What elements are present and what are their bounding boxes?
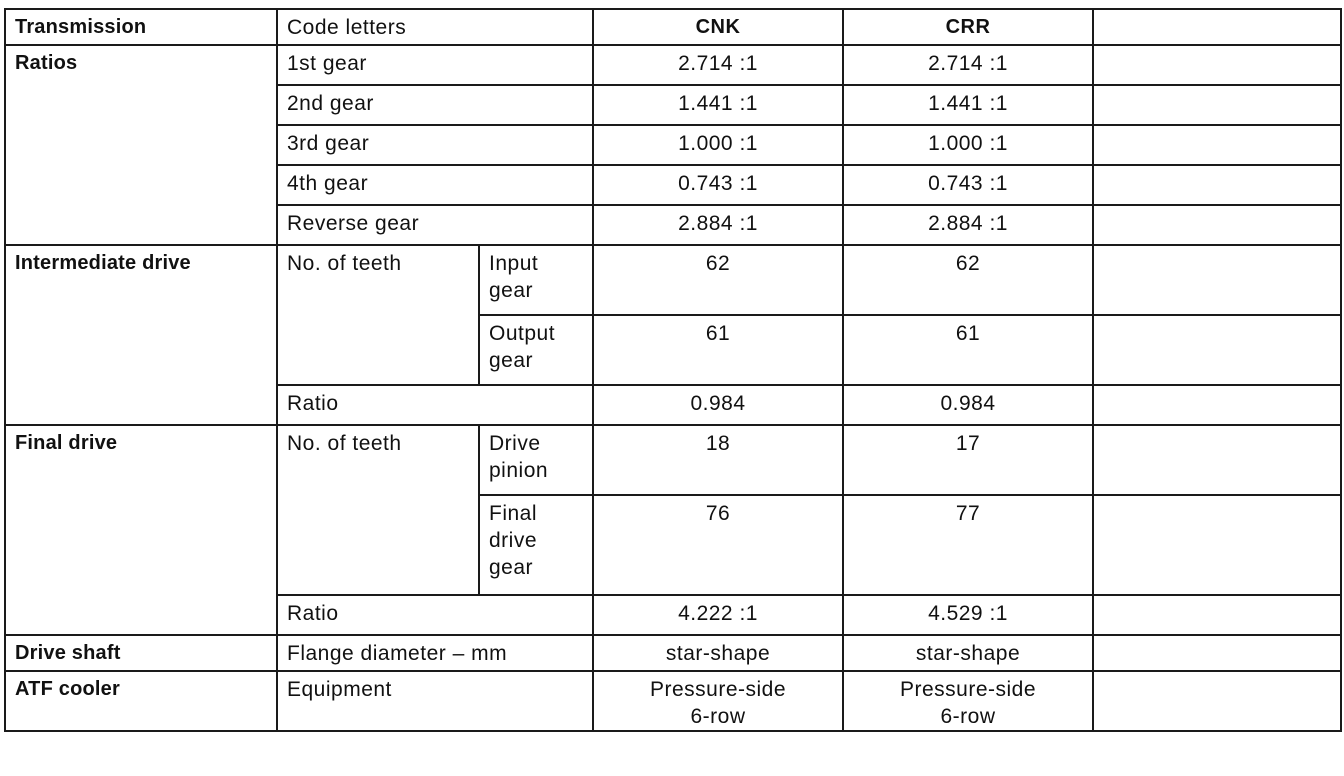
value-cnk: 1.000 :1	[593, 125, 843, 165]
value-cnk: 4.222 :1	[593, 595, 843, 635]
empty-cell	[1093, 205, 1341, 245]
value-crr: 1.441 :1	[843, 85, 1093, 125]
value-crr: 61	[843, 315, 1093, 385]
empty-cell	[1093, 125, 1341, 165]
value-cnk: 2.714 :1	[593, 45, 843, 85]
section-ratios: Ratios	[5, 45, 277, 245]
header-code-letters: Code letters	[277, 9, 593, 45]
empty-cell	[1093, 425, 1341, 495]
value-cnk: 18	[593, 425, 843, 495]
row-label: Reverse gear	[277, 205, 593, 245]
drive-pinion-label: Drive pinion	[489, 432, 549, 482]
table-row	[5, 45, 1341, 85]
table-row	[5, 635, 1341, 671]
value-crr: star-shape	[843, 635, 1093, 671]
header-transmission: Transmission	[5, 9, 277, 45]
empty-cell	[1093, 165, 1341, 205]
section-intermediate-drive: Intermediate drive	[5, 245, 277, 425]
value-cnk: 61	[593, 315, 843, 385]
section-final-drive: Final drive	[5, 425, 277, 635]
value-crr: Pressure-side 6-row	[899, 678, 1037, 728]
value-cnk: 0.743 :1	[593, 165, 843, 205]
empty-cell	[1093, 385, 1341, 425]
value-crr: 77	[843, 495, 1093, 595]
header-crr: CRR	[843, 9, 1093, 45]
row-label: Ratio	[277, 385, 593, 425]
transmission-spec-table	[4, 8, 1342, 732]
row-label: 4th gear	[277, 165, 593, 205]
value-cnk: 62	[593, 245, 843, 315]
value-crr: 2.714 :1	[843, 45, 1093, 85]
row-label: 3rd gear	[277, 125, 593, 165]
table-row	[5, 425, 1341, 495]
empty-cell	[1093, 45, 1341, 85]
section-atf-cooler: ATF cooler	[5, 671, 277, 731]
table-row	[5, 671, 1341, 731]
output-gear-label: Output gear	[489, 322, 556, 372]
value-crr: 17	[843, 425, 1093, 495]
row-label: 2nd gear	[277, 85, 593, 125]
value-crr: 2.884 :1	[843, 205, 1093, 245]
empty-cell	[1093, 245, 1341, 315]
value-crr: 1.000 :1	[843, 125, 1093, 165]
value-cnk: Pressure-side 6-row	[649, 678, 787, 728]
empty-cell	[1093, 315, 1341, 385]
teeth-label: No. of teeth	[277, 425, 479, 595]
table-row	[5, 245, 1341, 315]
header-row	[5, 9, 1341, 45]
value-cnk: 76	[593, 495, 843, 595]
row-label: Ratio	[277, 595, 593, 635]
empty-cell	[1093, 671, 1341, 731]
value-cnk: star-shape	[593, 635, 843, 671]
value-cnk: 0.984	[593, 385, 843, 425]
empty-cell	[1093, 495, 1341, 595]
section-drive-shaft: Drive shaft	[5, 635, 277, 671]
empty-cell	[1093, 635, 1341, 671]
empty-cell	[1093, 595, 1341, 635]
header-empty	[1093, 9, 1341, 45]
row-label: 1st gear	[277, 45, 593, 85]
value-crr: 62	[843, 245, 1093, 315]
empty-cell	[1093, 85, 1341, 125]
teeth-label: No. of teeth	[277, 245, 479, 385]
value-crr: 0.984	[843, 385, 1093, 425]
value-crr: 0.743 :1	[843, 165, 1093, 205]
row-label: Flange diameter – mm	[277, 635, 593, 671]
row-label: Equipment	[277, 671, 593, 731]
input-gear-label: Input gear	[489, 252, 539, 302]
value-cnk: 2.884 :1	[593, 205, 843, 245]
final-drive-gear-label: Final drive gear	[489, 502, 538, 579]
value-cnk: 1.441 :1	[593, 85, 843, 125]
header-cnk: CNK	[593, 9, 843, 45]
value-crr: 4.529 :1	[843, 595, 1093, 635]
